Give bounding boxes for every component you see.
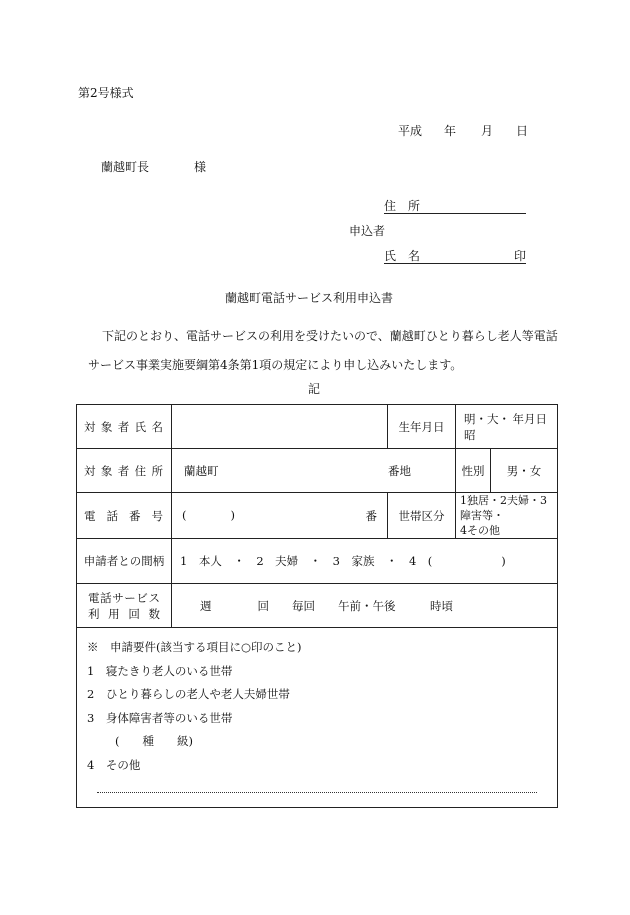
body-line-2: サービス事業実施要綱第4条第1項の規定により申し込みいたします。 [88, 358, 463, 372]
row-subject-address [77, 449, 558, 493]
date-month: 月 [481, 124, 494, 138]
banchi-label: 番地 [388, 463, 411, 478]
paren-close: ) [230, 507, 235, 522]
name-line [384, 247, 526, 264]
subject-address-label: 対象者住所 [77, 449, 172, 493]
date-day: 日 [516, 124, 529, 138]
requirement-item-3[interactable]: 3 身体障害者等のいる世帯 [87, 710, 233, 725]
address-line [384, 197, 526, 214]
honorific: 様 [194, 160, 207, 174]
birth-day: 日 [535, 411, 547, 426]
requirement-item-1[interactable]: 1 寝たきり老人のいる世帯 [87, 663, 233, 678]
usage-label-line-1: 電話サービス [88, 590, 160, 605]
birth-month: 月 [524, 411, 536, 426]
phone-label: 電話番号 [77, 493, 172, 539]
town-name: 蘭越町 [184, 463, 219, 478]
requirement-item-3-grade: ( 種 級) [115, 734, 193, 748]
paren-open: ( [182, 507, 187, 522]
usage-label-line-2: 利用回数 [88, 606, 160, 621]
date-era: 平成 [398, 124, 423, 138]
body-line-1: 下記のとおり、電話サービスの利用を受けたいので、蘭越町ひとり暮らし老人等電話 [102, 329, 558, 343]
subject-name-label: 対象者氏名 [77, 405, 172, 449]
ki-label: 記 [308, 382, 321, 396]
name-label: 氏 名 [384, 249, 421, 263]
applicant-label: 申込者 [349, 224, 386, 238]
requirement-item-2[interactable]: 2 ひとり暮らしの老人や老人夫婦世帯 [87, 687, 290, 701]
subject-name-field[interactable] [172, 405, 388, 449]
form-number: 第2号様式 [78, 86, 134, 100]
relationship-options[interactable]: 1 本人 ・ 2 夫婦 ・ 3 家族 ・ 4 ( ) [172, 539, 558, 584]
address-label: 住 所 [384, 199, 421, 213]
relationship-label: 申請者との間柄 [77, 539, 172, 584]
row-requirements [77, 628, 558, 808]
household-options[interactable] [456, 493, 558, 539]
application-table [76, 404, 558, 808]
other-dotted-line[interactable] [97, 791, 537, 793]
birth-label: 生年月日 [388, 405, 456, 449]
row-phone [77, 493, 558, 539]
requirement-item-4[interactable]: 4 その他 [87, 757, 141, 772]
birth-date-field[interactable] [456, 405, 558, 449]
requirements-cell [77, 628, 558, 808]
household-options-line-1: 1独居・2夫婦・3障害等・ [460, 494, 547, 522]
row-relationship [77, 539, 558, 584]
date-year: 年 [444, 124, 457, 138]
row-usage-count [77, 584, 558, 628]
era-options: 明・大・昭 [464, 411, 510, 442]
subject-address-field[interactable] [172, 449, 456, 493]
phone-field[interactable] [172, 493, 388, 539]
seal-mark: 印 [513, 249, 526, 263]
usage-count-field[interactable]: 週 回 毎回 午前・午後 時頃 [172, 584, 558, 628]
birth-year: 年 [512, 411, 524, 426]
sex-options[interactable]: 男・女 [491, 449, 558, 493]
requirements-header: ※ 申請要件(該当する項目に○印のこと) [87, 640, 302, 654]
row-subject-name [77, 405, 558, 449]
document-title: 蘭越町電話サービス利用申込書 [225, 291, 394, 305]
ban-label: 番 [365, 508, 377, 523]
household-label: 世帯区分 [388, 493, 456, 539]
household-options-line-2: 4その他 [460, 524, 500, 537]
sex-label: 性別 [456, 449, 491, 493]
usage-count-label [77, 584, 172, 628]
addressee: 蘭越町長 [101, 160, 150, 174]
